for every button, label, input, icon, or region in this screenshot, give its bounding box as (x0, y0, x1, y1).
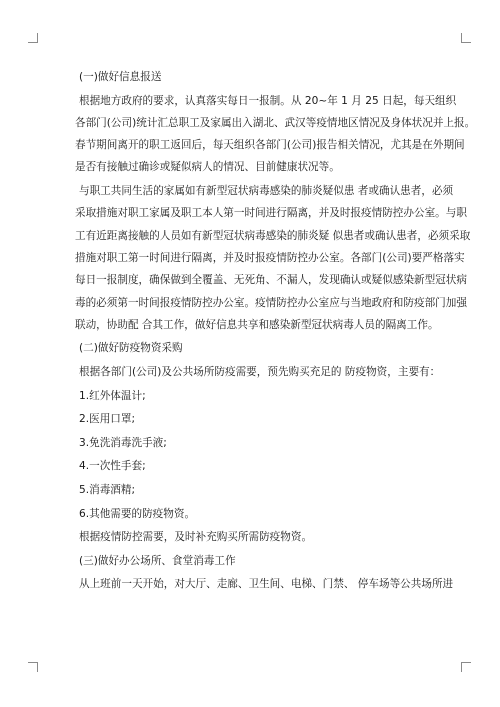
paragraph-line: 采取措施对职工家属及职工本人第一时间进行隔离，并及时报疫情防控办公室。与职 (75, 207, 467, 220)
document-body (75, 66, 476, 597)
crop-mark-top-left (28, 33, 38, 43)
list-item: 2.医用口罩; (79, 413, 136, 426)
section-heading-disinfection: (三)做好办公场所、食堂消毒工作 (79, 554, 236, 567)
paragraph-line: 根据地方政府的要求，认真落实每日一报制。从 20~年 1 月 25 日起，每天组织 (79, 94, 457, 107)
supplies-list (75, 385, 441, 525)
section-heading-supplies: (二)做好防疫物资采购 (79, 342, 183, 355)
paragraph-line: 是否有接触过确诊或疑似病人的情况、目前健康状况等。 (75, 161, 340, 174)
paragraph-supplies-closing: 根据疫情防控需要，及时补充购买所需防疫物资。 (79, 531, 313, 544)
paragraph-line: 每日一报制度，确保做到全覆盖、无死角、不漏人，发现确认或疑似感染新型冠状病 (75, 274, 467, 287)
crop-mark-top-right (461, 33, 471, 43)
paragraph-line: 与职工共同生活的家属如有新型冠状病毒感染的肺炎疑似患 者或确认患者，必须 (79, 185, 454, 198)
paragraph-line: 措施对职工第一时间进行隔离，并及时报疫情防控办公室。各部门(公司)要严格落实 (75, 251, 465, 264)
list-item: 5.消毒酒精; (79, 484, 136, 497)
paragraph-line: 联动，协助配 合其工作，做好信息共享和感染新型冠状病毒人员的隔离工作。 (75, 318, 439, 331)
list-item: 3.免洗消毒洗手液; (79, 436, 167, 449)
list-item: 1.红外体温计; (79, 389, 146, 402)
paragraph-isolation (75, 180, 471, 336)
crop-mark-bottom-right (461, 662, 471, 672)
paragraph-line: 各部门(公司)统计汇总职工及家属出入湖北、武汉等疫情地区情况及身体状况并上报。 (75, 116, 476, 129)
crop-mark-bottom-left (28, 662, 38, 672)
paragraph-daily-report (75, 90, 476, 179)
paragraph-supplies-intro: 根据各部门(公司)及公共场所防疫需要，预先购买充足的 防疫物资，主要有： (79, 366, 441, 379)
paragraph-line: 工有近距离接触的人员如有新型冠状病毒感染的肺炎疑 似患者或确认患者，必须采取 (75, 229, 471, 242)
paragraph-line: 毒的必须第一时间报疫情防控办公室。疫情防控办公室应与当地政府和防疫部门加强 (75, 296, 467, 309)
list-item: 4.一次性手套; (79, 460, 146, 473)
list-item: 6.其他需要的防疫物资。 (79, 507, 196, 520)
paragraph-disinfection: 从上班前一天开始，对大厅、走廊、卫生间、电梯、门禁、 停车场等公共场所进 (79, 578, 454, 591)
section-heading-info-report: (一)做好信息报送 (79, 71, 162, 83)
paragraph-line: 春节期间离开的职工返回后，每天组织各部门(公司)报告相关情况，尤其是在外期间 (75, 139, 465, 152)
